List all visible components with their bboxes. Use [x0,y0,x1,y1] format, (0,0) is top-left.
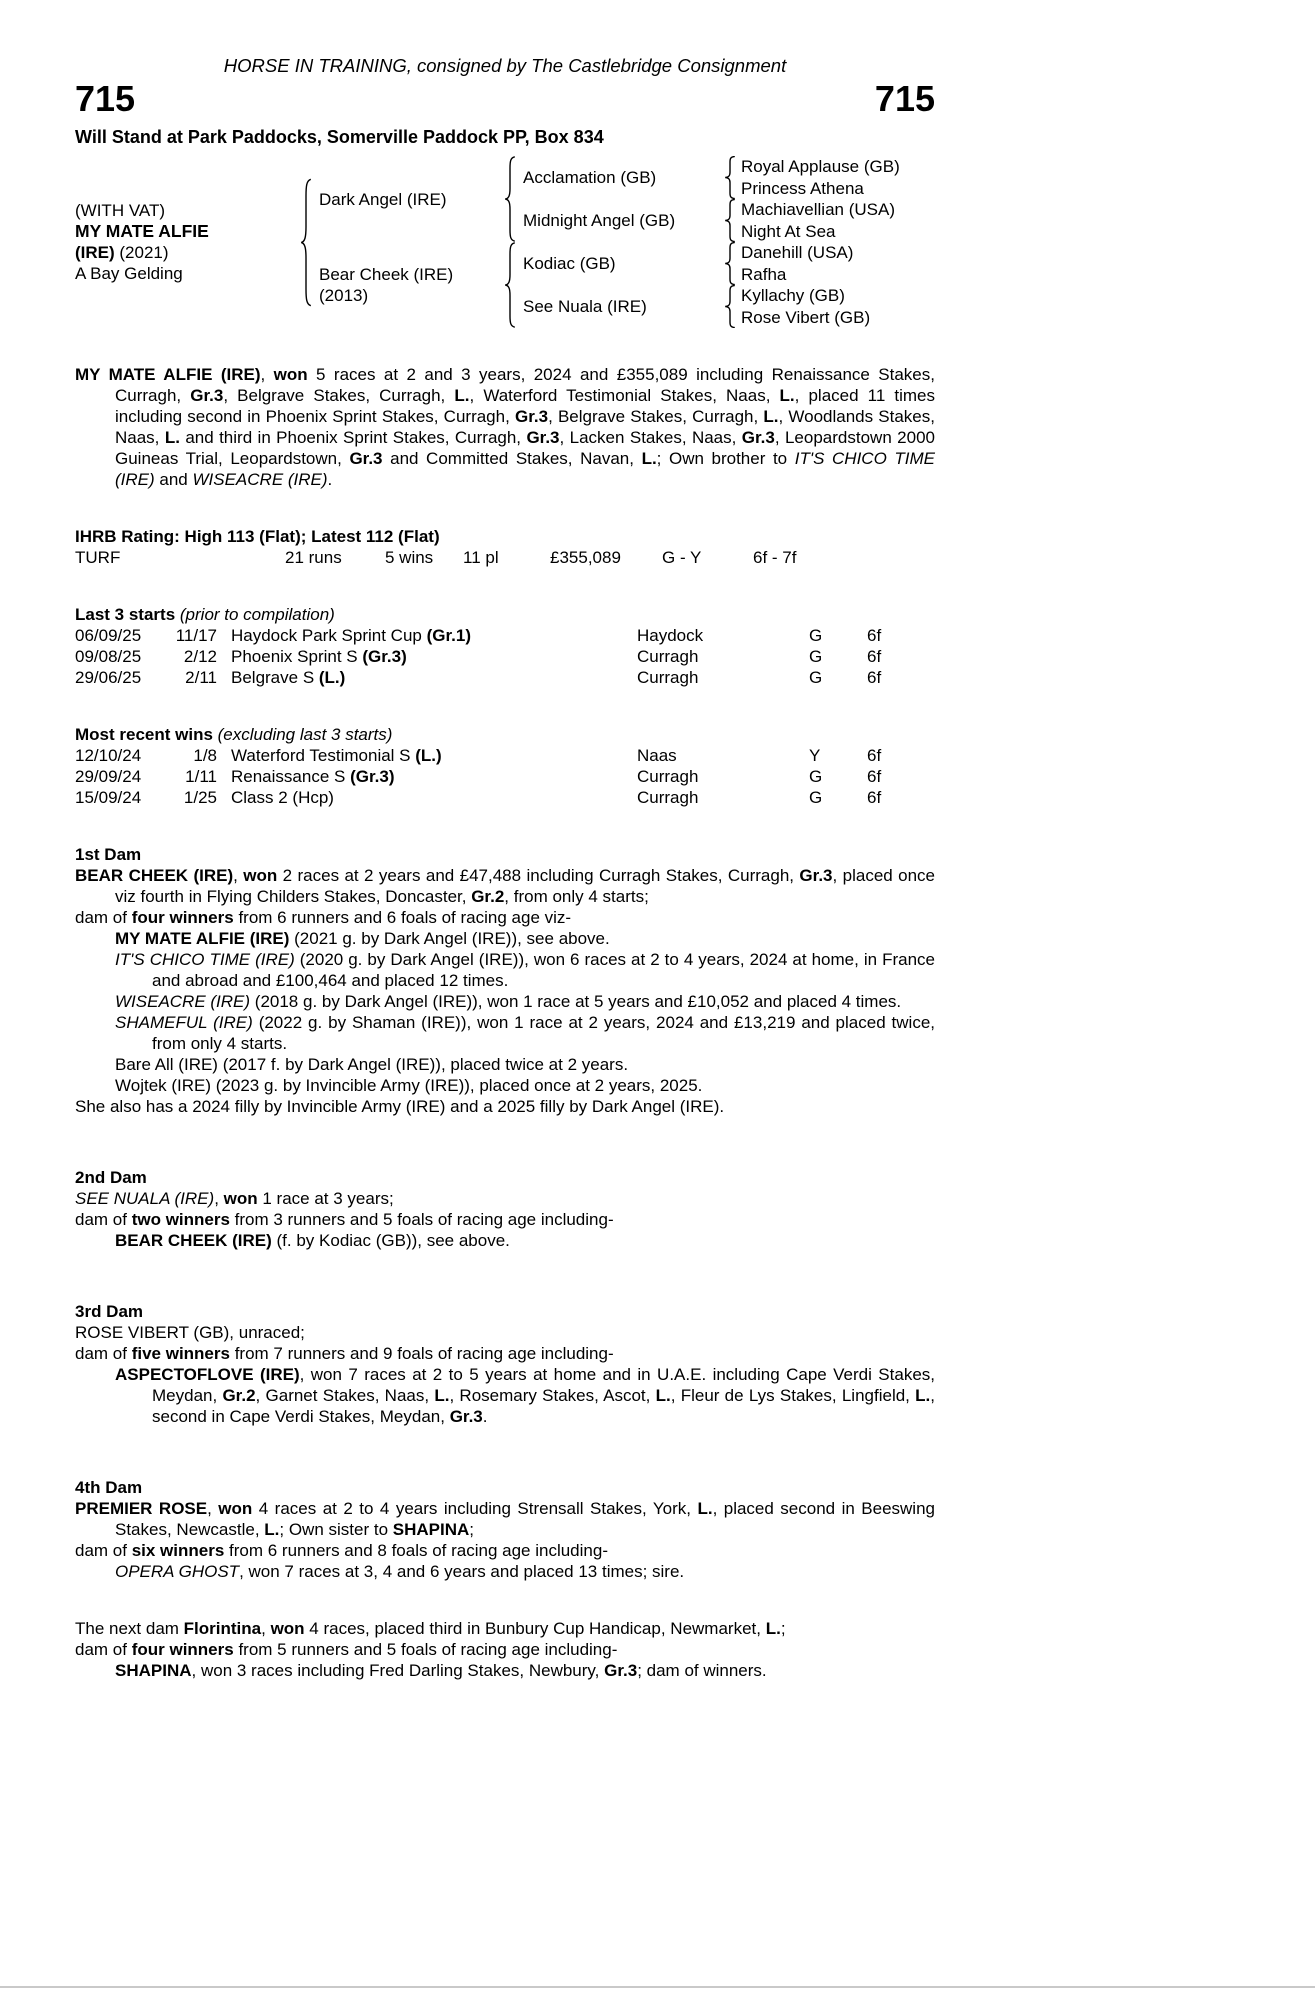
result-position: 1/25 [183,788,217,807]
result-date: 29/06/25 [75,668,142,687]
rating-line: IHRB Rating: High 113 (Flat); Latest 112 (Flat) [75,527,440,546]
stat-going-range: G - Y [662,548,702,567]
race-result-row [75,667,935,688]
stand-location: Will Stand at Park Paddocks, Somerville Paddock PP, Box 834 [75,127,604,147]
dam-produce-intro: dam of six winners from 6 runners and 8 foals of racing age including- [75,1541,608,1560]
produce-record: SHAMEFUL (IRE) (2022 g. by Shaman (IRE)), won 1 race at 2 years, 2024 and £13,219 and placed twice, from only 4 starts. [115,1013,935,1053]
result-course: Haydock [637,626,704,645]
great-grandparent-name: Machiavellian (USA) [741,200,895,219]
result-race: Belgrave S (L.) [231,668,346,687]
produce-record: MY MATE ALFIE (IRE) (2021 g. by Dark Angel (IRE)), see above. [115,929,610,948]
sire-name: Dark Angel (IRE) [319,189,447,209]
fourth-dam-section [75,1477,935,1582]
result-course: Curragh [637,668,699,687]
race-record: MY MATE ALFIE (IRE), won 5 races at 2 and 3 years, 2024 and £355,089 including Renaissance Stakes, Curragh, Gr.3, Belgrave Stakes, Curragh, L., Waterford Testimonial Stakes, Naas, L., placed 11 times including second in Phoenix Sprint Stakes, Curragh, Gr.3, Belgrave Stakes, Curragh, L., Woodlands Stakes, Naas, L. and third in Phoenix Sprint Stakes, Curragh, Gr.3, Lacken Stakes, Naas, Gr.3, Leopardstown 2000 Guineas Trial, Leopardstown, Gr.3 and Committed Stakes, Navan, L.; Own brother to IT'S CHICO TIME (IRE) and WISEACRE (IRE). [75,365,936,489]
dam-race-record: SEE NUALA (IRE), won 1 race at 3 years; [75,1189,394,1208]
page-header: HORSE IN TRAINING, consigned by The Castlebridge Consignment [223,55,787,76]
result-course: Curragh [637,647,699,666]
dam-race-record: ROSE VIBERT (GB), unraced; [75,1323,305,1342]
dam-race-record: BEAR CHEEK (IRE), won 2 races at 2 years and £47,488 including Curragh Stakes, Curragh, Gr.3, placed once viz fourth in Flying Childers Stakes, Doncaster, Gr.2, from only 4 starts; [75,866,935,906]
dam-section-heading: 1st Dam [75,845,142,864]
result-race: Renaissance S (Gr.3) [231,767,395,786]
result-distance: 6f [867,788,882,807]
produce-record: SHAPINA, won 3 races including Fred Darling Stakes, Newbury, Gr.3; dam of winners. [115,1661,767,1680]
stat-runs: 21 runs [285,548,342,567]
result-position: 11/17 [175,626,217,645]
horse-description: A Bay Gelding [75,264,183,283]
result-position: 1/8 [193,746,217,765]
great-grandparent-name: Rose Vibert (GB) [741,307,871,327]
dam-dam-name: See Nuala (IRE) [523,297,647,316]
great-grandparent-name: Rafha [741,264,787,284]
lot-number-right: 715 [874,78,935,119]
result-race: Haydock Park Sprint Cup (Gr.1) [231,626,471,645]
result-going: Y [809,746,821,765]
result-distance: 6f [867,647,882,666]
second-dam-section [75,1167,935,1251]
stat-earnings: £355,089 [550,548,621,567]
dam-produce-intro: dam of five winners from 7 runners and 9 foals of racing age including- [75,1344,614,1363]
produce-record: Wojtek (IRE) (2023 g. by Invincible Army (IRE)), placed once at 2 years, 2025. [115,1076,703,1095]
stat-wins: 5 wins [385,548,434,567]
result-position: 1/11 [185,767,217,786]
dam-sire-name: Kodiac (GB) [523,254,616,273]
sire-sire-name: Acclamation (GB) [523,168,657,187]
result-date: 12/10/24 [75,746,142,765]
great-grandparent-name: Night At Sea [741,221,836,241]
dam-name: Bear Cheek (IRE) [319,265,454,284]
produce-record: BEAR CHEEK (IRE) (f. by Kodiac (GB)), see above. [115,1231,510,1250]
lot-number-row [75,78,935,120]
produce-record: Bare All (IRE) (2017 f. by Dark Angel (IRE)), placed twice at 2 years. [115,1055,629,1074]
pedigree-brace-main [293,178,319,307]
result-date: 15/09/24 [75,788,142,807]
result-date: 29/09/24 [75,767,142,786]
rating-section [75,526,935,568]
race-result-row [75,625,935,646]
produce-record: ASPECTOFLOVE (IRE), won 7 races at 2 to 5 years at home and in U.A.E. including Cape Verdi Stakes, Meydan, Gr.2, Garnet Stakes, Naas, L., Rosemary Stakes, Ascot, L., Fleur de Lys Stakes, Lingfield, L., second in Cape Verdi Stakes, Meydan, Gr.3. [115,1365,935,1426]
result-date: 06/09/25 [75,626,142,645]
dam-note: She also has a 2024 filly by Invincible Army (IRE) and a 2025 filly by Dark Angel (IRE). [75,1097,725,1116]
dam-produce-intro: dam of four winners from 6 runners and 6 foals of racing age viz- [75,908,572,927]
produce-record: OPERA GHOST, won 7 races at 3, 4 and 6 years and placed 13 times; sire. [115,1562,685,1581]
dam-race-record: The next dam Florintina, won 4 races, placed third in Bunbury Cup Handicap, Newmarket, L.; [75,1619,786,1638]
pedigree-brace-sire [497,156,523,242]
result-distance: 6f [867,746,882,765]
result-course: Curragh [637,767,699,786]
pedigree-tree [75,156,935,328]
result-distance: 6f [867,626,882,645]
great-grandparent-name: Kyllachy (GB) [741,286,845,305]
recent-wins-heading: Most recent wins (excluding last 3 starts) [75,725,393,744]
last3-section [75,604,935,688]
result-date: 09/08/25 [75,647,142,666]
last3-heading: Last 3 starts (prior to compilation) [75,605,335,624]
result-course: Naas [637,746,677,765]
result-race: Waterford Testimonial S (L.) [231,746,442,765]
horse-year: (IRE) (2021) [75,243,169,262]
pedigree-brace-gp3 [719,242,741,285]
result-going: G [809,668,823,687]
result-position: 2/12 [183,647,217,666]
stat-distance-range: 6f - 7f [753,548,797,567]
page-content [75,0,935,1681]
dam-produce-intro: dam of four winners from 5 runners and 5 foals of racing age including- [75,1640,618,1659]
race-result-row [75,787,935,808]
result-distance: 6f [867,767,882,786]
vat-note: (WITH VAT) [75,201,166,220]
produce-record: WISEACRE (IRE) (2018 g. by Dark Angel (IRE)), won 1 race at 5 years and £10,052 and placed 4 times. [115,992,902,1011]
produce-record: IT'S CHICO TIME (IRE) (2020 g. by Dark Angel (IRE)), won 6 races at 2 to 4 years, 2024 at home, in France and abroad and £100,464 and placed 12 times. [115,950,935,990]
race-result-row [75,766,935,787]
great-grandparent-name: Danehill (USA) [741,243,854,262]
race-result-row [75,745,935,766]
stat-surface: TURF [75,548,121,567]
page-bottom-rule [0,1986,1315,1988]
great-grandparent-name: Royal Applause (GB) [741,157,900,176]
dam-section-heading: 2nd Dam [75,1168,147,1187]
pedigree-brace-dam [497,242,523,328]
stat-places: 11 pl [463,548,499,567]
third-dam-section [75,1301,935,1427]
dam-section-heading: 3rd Dam [75,1302,144,1321]
result-course: Curragh [637,788,699,807]
horse-identity [75,200,293,284]
dam-race-record: PREMIER ROSE, won 4 races at 2 to 4 years including Strensall Stakes, York, L., placed second in Beeswing Stakes, Newcastle, L.; Own sister to SHAPINA; [75,1499,935,1539]
result-going: G [809,767,823,786]
stats-row [75,547,935,568]
dam-produce-intro: dam of two winners from 3 runners and 5 foals of racing age including- [75,1210,614,1229]
next-dam-section [75,1618,935,1681]
pedigree-brace-gp2 [719,199,741,242]
recent-wins-section [75,724,935,808]
result-position: 2/11 [185,668,217,687]
pedigree-brace-gp4 [719,285,741,328]
result-going: G [809,647,823,666]
dam-section-heading: 4th Dam [75,1478,143,1497]
dam-name-block [319,264,497,306]
race-result-row [75,646,935,667]
horse-name: MY MATE ALFIE [75,221,209,241]
result-distance: 6f [867,668,882,687]
great-grandparent-name: Princess Athena [741,178,864,198]
result-race: Class 2 (Hcp) [231,788,334,807]
dam-year: (2013) [319,286,369,305]
lot-number-left: 715 [75,78,136,119]
sire-dam-name: Midnight Angel (GB) [523,211,676,230]
first-dam-section [75,844,935,1117]
result-race: Phoenix Sprint S (Gr.3) [231,647,407,666]
result-going: G [809,788,823,807]
pedigree-brace-gp1 [719,156,741,199]
result-going: G [809,626,823,645]
